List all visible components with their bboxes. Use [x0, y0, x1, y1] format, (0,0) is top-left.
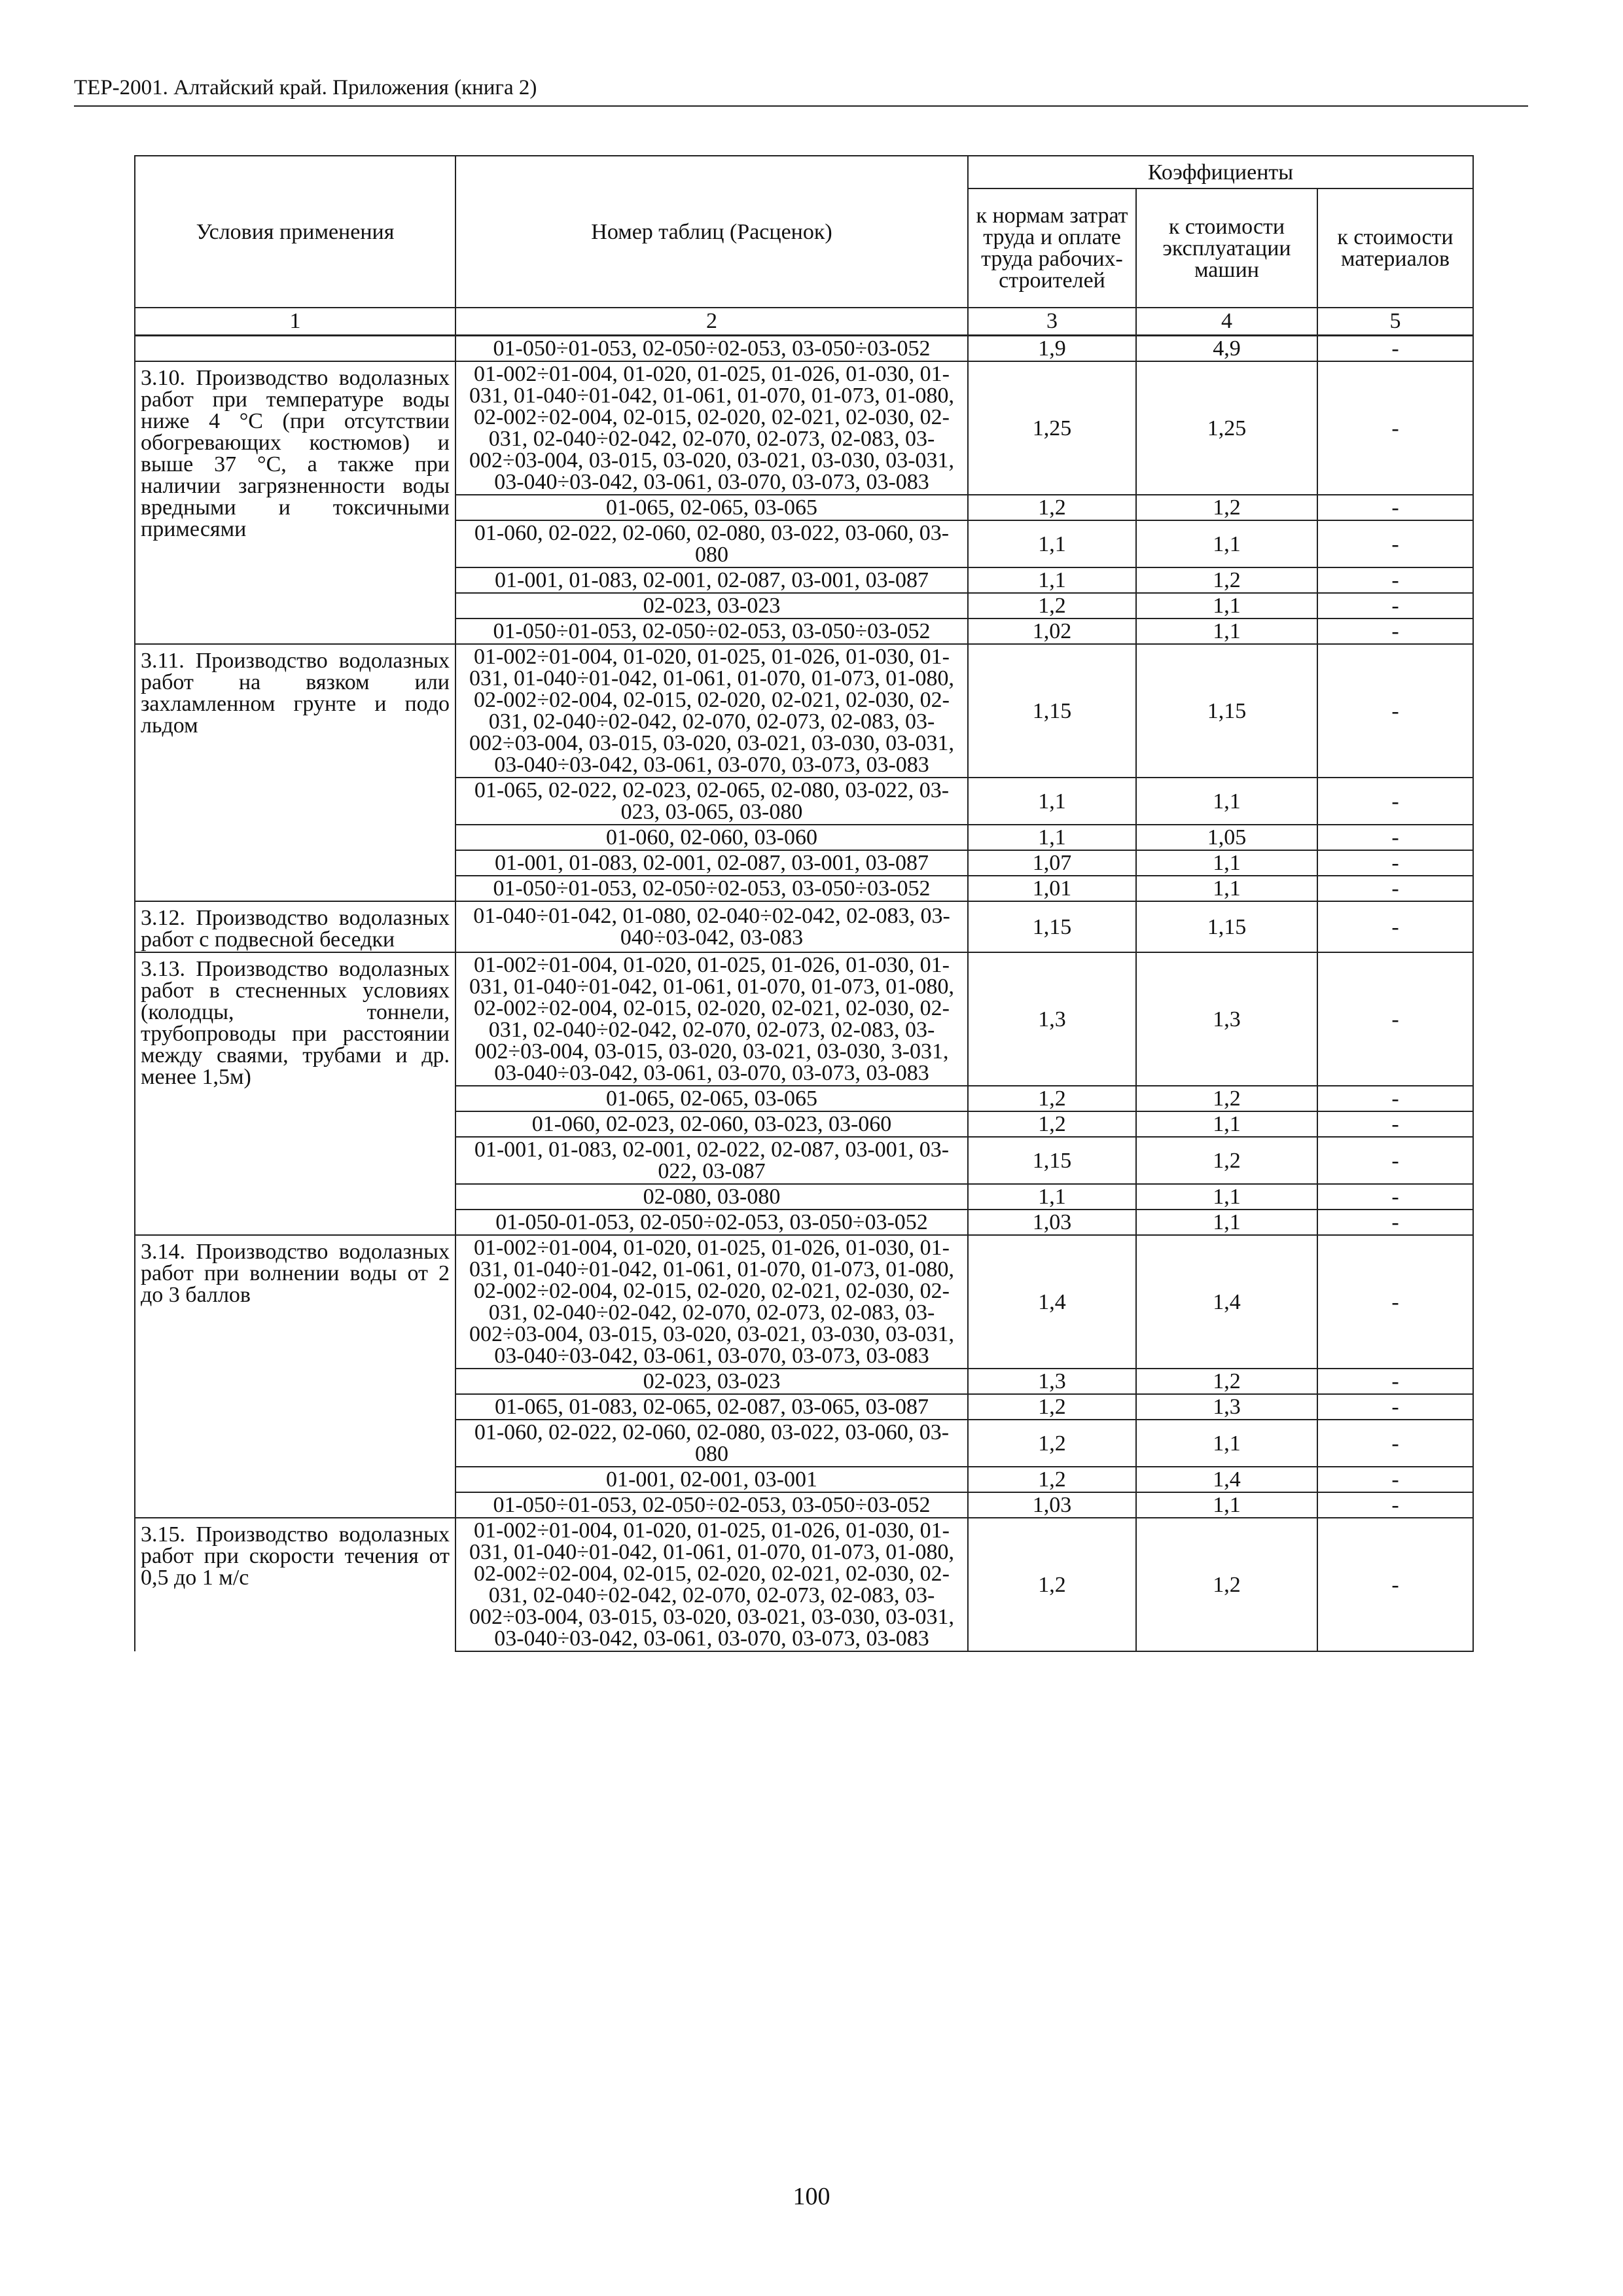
header-labor: к нормам затрат труда и оплате труда рабочих-строителей — [968, 188, 1136, 308]
materials-coefficient-cell: - — [1317, 567, 1473, 593]
machines-coefficient-cell: 1,05 — [1136, 825, 1317, 850]
condition-cell: 3.12. Производство водолазных работ с подвесной беседки — [135, 901, 455, 952]
materials-coefficient-cell: - — [1317, 619, 1473, 644]
labor-coefficient-cell: 1,1 — [968, 1184, 1136, 1210]
materials-coefficient-cell: - — [1317, 1518, 1473, 1651]
header-rule — [74, 105, 1528, 107]
tables-cell: 02-023, 03-023 — [455, 1369, 968, 1394]
machines-coefficient-cell: 1,25 — [1136, 361, 1317, 495]
table-row — [135, 901, 1473, 952]
column-number: 5 — [1317, 308, 1473, 336]
machines-coefficient-cell: 1,1 — [1136, 520, 1317, 567]
tables-cell: 01-002÷01-004, 01-020, 01-025, 01-026, 01-030, 01-031, 01-040÷01-042, 01-061, 01-070, 01-073, 01-080, 02-002÷02-004, 02-015, 02-020, 02-021, 02-030, 02-031, 02-040÷02-042, 02-070, 02-073, 02-083, 03-002÷03-004, 03-015, 03-020, 03-021, 03-030, 03-031, 03-040÷03-042, 03-061, 03-070, 03-073, 03-083 — [455, 361, 968, 495]
machines-coefficient-cell: 1,4 — [1136, 1235, 1317, 1369]
condition-cell: 3.10. Производство водолазных работ при температуре воды ниже 4 °С (при отсутствии обогревающих костюмов) и выше 37 °С, а также при наличии загрязненности воды вредными и токсичными примесями — [135, 361, 455, 644]
materials-coefficient-cell: - — [1317, 952, 1473, 1086]
tables-cell: 01-001, 01-083, 02-001, 02-022, 02-087, 03-001, 03-022, 03-087 — [455, 1137, 968, 1184]
machines-coefficient-cell: 1,2 — [1136, 1086, 1317, 1111]
machines-coefficient-cell: 4,9 — [1136, 336, 1317, 362]
tables-cell: 01-050÷01-053, 02-050÷02-053, 03-050÷03-052 — [455, 876, 968, 901]
labor-coefficient-cell: 1,25 — [968, 361, 1136, 495]
labor-coefficient-cell: 1,2 — [968, 1420, 1136, 1467]
labor-coefficient-cell: 1,03 — [968, 1210, 1136, 1235]
labor-coefficient-cell: 1,4 — [968, 1235, 1136, 1369]
machines-coefficient-cell: 1,1 — [1136, 1184, 1317, 1210]
machines-coefficient-cell: 1,1 — [1136, 1111, 1317, 1137]
tables-cell: 01-060, 02-023, 02-060, 03-023, 03-060 — [455, 1111, 968, 1137]
machines-coefficient-cell: 1,1 — [1136, 619, 1317, 644]
column-number: 3 — [968, 308, 1136, 336]
labor-coefficient-cell: 1,15 — [968, 1137, 1136, 1184]
labor-coefficient-cell: 1,03 — [968, 1492, 1136, 1518]
tables-cell: 01-065, 01-083, 02-065, 02-087, 03-065, 03-087 — [455, 1394, 968, 1420]
materials-coefficient-cell: - — [1317, 1086, 1473, 1111]
labor-coefficient-cell: 1,9 — [968, 336, 1136, 362]
machines-coefficient-cell: 1,1 — [1136, 1492, 1317, 1518]
tables-cell: 01-001, 01-083, 02-001, 02-087, 03-001, 03-087 — [455, 567, 968, 593]
labor-coefficient-cell: 1,2 — [968, 1518, 1136, 1651]
tables-cell: 01-060, 02-022, 02-060, 02-080, 03-022, 03-060, 03-080 — [455, 1420, 968, 1467]
table-row — [135, 336, 1473, 362]
tables-cell: 01-002÷01-004, 01-020, 01-025, 01-026, 01-030, 01-031, 01-040÷01-042, 01-061, 01-070, 01-073, 01-080, 02-002÷02-004, 02-015, 02-020, 02-021, 02-030, 02-031, 02-040÷02-042, 02-070, 02-073, 02-083, 03-002÷03-004, 03-015, 03-020, 03-021, 03-030, 03-031, 03-040÷03-042, 03-061, 03-070, 03-073, 03-083 — [455, 644, 968, 778]
labor-coefficient-cell: 1,3 — [968, 952, 1136, 1086]
condition-cell: 3.11. Производство водолазных работ на вязком или захламленном грунте и подо льдом — [135, 644, 455, 901]
machines-coefficient-cell: 1,3 — [1136, 952, 1317, 1086]
materials-coefficient-cell: - — [1317, 593, 1473, 619]
materials-coefficient-cell: - — [1317, 1184, 1473, 1210]
labor-coefficient-cell: 1,2 — [968, 1394, 1136, 1420]
labor-coefficient-cell: 1,1 — [968, 567, 1136, 593]
machines-coefficient-cell: 1,2 — [1136, 567, 1317, 593]
materials-coefficient-cell: - — [1317, 495, 1473, 520]
labor-coefficient-cell: 1,2 — [968, 495, 1136, 520]
machines-coefficient-cell: 1,2 — [1136, 1137, 1317, 1184]
table-row — [135, 1235, 1473, 1369]
coefficients-table-body — [135, 336, 1473, 1652]
tables-cell: 01-065, 02-065, 03-065 — [455, 1086, 968, 1111]
tables-cell: 01-060, 02-022, 02-060, 02-080, 03-022, 03-060, 03-080 — [455, 520, 968, 567]
labor-coefficient-cell: 1,15 — [968, 644, 1136, 778]
page-header: ТЕР-2001. Алтайский край. Приложения (книга 2) — [74, 76, 537, 99]
materials-coefficient-cell: - — [1317, 336, 1473, 362]
labor-coefficient-cell: 1,2 — [968, 1111, 1136, 1137]
materials-coefficient-cell: - — [1317, 876, 1473, 901]
materials-coefficient-cell: - — [1317, 1492, 1473, 1518]
labor-coefficient-cell: 1,2 — [968, 593, 1136, 619]
tables-cell: 01-002÷01-004, 01-020, 01-025, 01-026, 01-030, 01-031, 01-040÷01-042, 01-061, 01-070, 01-073, 01-080, 02-002÷02-004, 02-015, 02-020, 02-021, 02-030, 02-031, 02-040÷02-042, 02-070, 02-073, 02-083, 03-002÷03-004, 03-015, 03-020, 03-021, 03-030, 03-031, 03-040÷03-042, 03-061, 03-070, 03-073, 03-083 — [455, 1518, 968, 1651]
machines-coefficient-cell: 1,1 — [1136, 1420, 1317, 1467]
materials-coefficient-cell: - — [1317, 1137, 1473, 1184]
tables-cell: 01-050÷01-053, 02-050÷02-053, 03-050÷03-052 — [455, 1492, 968, 1518]
machines-coefficient-cell: 1,3 — [1136, 1394, 1317, 1420]
machines-coefficient-cell: 1,2 — [1136, 1369, 1317, 1394]
machines-coefficient-cell: 1,1 — [1136, 876, 1317, 901]
tables-cell: 01-050÷01-053, 02-050÷02-053, 03-050÷03-052 — [455, 336, 968, 362]
condition-cell: 3.14. Производство водолазных работ при волнении воды от 2 до 3 баллов — [135, 1235, 455, 1518]
labor-coefficient-cell: 1,3 — [968, 1369, 1136, 1394]
tables-cell: 01-060, 02-060, 03-060 — [455, 825, 968, 850]
machines-coefficient-cell: 1,1 — [1136, 850, 1317, 876]
header-coefficients: Коэффициенты — [968, 156, 1473, 188]
tables-cell: 01-001, 02-001, 03-001 — [455, 1467, 968, 1492]
materials-coefficient-cell: - — [1317, 1467, 1473, 1492]
materials-coefficient-cell: - — [1317, 1210, 1473, 1235]
page-number: 100 — [793, 2183, 830, 2210]
table-row — [135, 952, 1473, 1086]
labor-coefficient-cell: 1,2 — [968, 1086, 1136, 1111]
column-number: 4 — [1136, 308, 1317, 336]
materials-coefficient-cell: - — [1317, 644, 1473, 778]
tables-cell: 02-023, 03-023 — [455, 593, 968, 619]
table-row — [135, 1518, 1473, 1651]
table-row — [135, 361, 1473, 495]
tables-cell: 01-065, 02-022, 02-023, 02-065, 02-080, 03-022, 03-023, 03-065, 03-080 — [455, 778, 968, 825]
tables-cell: 01-002÷01-004, 01-020, 01-025, 01-026, 01-030, 01-031, 01-040÷01-042, 01-061, 01-070, 01-073, 01-080, 02-002÷02-004, 02-015, 02-020, 02-021, 02-030, 02-031, 02-040÷02-042, 02-070, 02-073, 02-083, 03-002÷03-004, 03-015, 03-020, 03-021, 03-030, 03-031, 03-040÷03-042, 03-061, 03-070, 03-073, 03-083 — [455, 1235, 968, 1369]
tables-cell: 02-080, 03-080 — [455, 1184, 968, 1210]
labor-coefficient-cell: 1,02 — [968, 619, 1136, 644]
machines-coefficient-cell: 1,2 — [1136, 1518, 1317, 1651]
materials-coefficient-cell: - — [1317, 825, 1473, 850]
condition-cell: 3.15. Производство водолазных работ при скорости течения от 0,5 до 1 м/с — [135, 1518, 455, 1651]
tables-cell: 01-001, 01-083, 02-001, 02-087, 03-001, 03-087 — [455, 850, 968, 876]
materials-coefficient-cell: - — [1317, 361, 1473, 495]
column-number: 2 — [455, 308, 968, 336]
machines-coefficient-cell: 1,15 — [1136, 901, 1317, 952]
materials-coefficient-cell: - — [1317, 1369, 1473, 1394]
labor-coefficient-cell: 1,01 — [968, 876, 1136, 901]
tables-cell: 01-040÷01-042, 01-080, 02-040÷02-042, 02-083, 03-040÷03-042, 03-083 — [455, 901, 968, 952]
condition-cell: 3.13. Производство водолазных работ в стесненных условиях (колодцы, тоннели, трубопроводы при расстоянии между сваями, трубами и др. менее 1,5м) — [135, 952, 455, 1235]
tables-cell: 01-002÷01-004, 01-020, 01-025, 01-026, 01-030, 01-031, 01-040÷01-042, 01-061, 01-070, 01-073, 01-080, 02-002÷02-004, 02-015, 02-020, 02-021, 02-030, 02-031, 02-040÷02-042, 02-070, 02-073, 02-083, 03-002÷03-004, 03-015, 03-020, 03-021, 03-030, 3-031, 03-040÷03-042, 03-061, 03-070, 03-073, 03-083 — [455, 952, 968, 1086]
table-row — [135, 644, 1473, 778]
condition-cell — [135, 336, 455, 362]
materials-coefficient-cell: - — [1317, 850, 1473, 876]
machines-coefficient-cell: 1,1 — [1136, 593, 1317, 619]
materials-coefficient-cell: - — [1317, 1394, 1473, 1420]
labor-coefficient-cell: 1,1 — [968, 825, 1136, 850]
labor-coefficient-cell: 1,07 — [968, 850, 1136, 876]
machines-coefficient-cell: 1,4 — [1136, 1467, 1317, 1492]
tables-cell: 01-050÷01-053, 02-050÷02-053, 03-050÷03-052 — [455, 619, 968, 644]
materials-coefficient-cell: - — [1317, 778, 1473, 825]
materials-coefficient-cell: - — [1317, 901, 1473, 952]
machines-coefficient-cell: 1,2 — [1136, 495, 1317, 520]
column-number: 1 — [135, 308, 455, 336]
labor-coefficient-cell: 1,1 — [968, 520, 1136, 567]
header-tables: Номер таблиц (Расценок) — [455, 156, 968, 308]
labor-coefficient-cell: 1,15 — [968, 901, 1136, 952]
labor-coefficient-cell: 1,1 — [968, 778, 1136, 825]
tables-cell: 01-050-01-053, 02-050÷02-053, 03-050÷03-052 — [455, 1210, 968, 1235]
materials-coefficient-cell: - — [1317, 520, 1473, 567]
header-materials: к стоимости материалов — [1317, 188, 1473, 308]
labor-coefficient-cell: 1,2 — [968, 1467, 1136, 1492]
machines-coefficient-cell: 1,1 — [1136, 1210, 1317, 1235]
header-conditions: Условия применения — [135, 156, 455, 308]
tables-cell: 01-065, 02-065, 03-065 — [455, 495, 968, 520]
coefficients-table — [134, 155, 1474, 1652]
machines-coefficient-cell: 1,15 — [1136, 644, 1317, 778]
materials-coefficient-cell: - — [1317, 1235, 1473, 1369]
machines-coefficient-cell: 1,1 — [1136, 778, 1317, 825]
materials-coefficient-cell: - — [1317, 1111, 1473, 1137]
header-machines: к стоимости эксплуатации машин — [1136, 188, 1317, 308]
materials-coefficient-cell: - — [1317, 1420, 1473, 1467]
